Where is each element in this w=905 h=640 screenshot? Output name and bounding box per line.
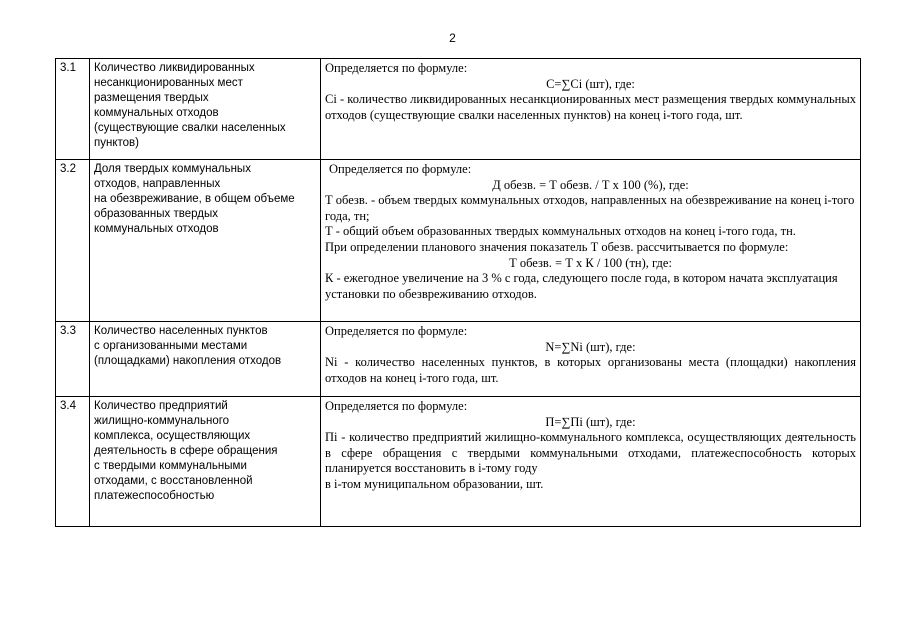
table-row	[56, 322, 861, 397]
name-line: образованных твердых	[94, 208, 218, 220]
name-line: несанкционированных мест	[94, 77, 243, 89]
table-row	[56, 160, 861, 322]
indicator-method	[321, 59, 861, 160]
name-line: размещения твердых	[94, 92, 209, 104]
row-number: 3.1	[56, 59, 90, 160]
name-line: коммунальных отходов	[94, 223, 219, 235]
method-intro: Определяется по формуле:	[325, 61, 468, 75]
name-line: с организованными местами	[94, 340, 248, 352]
name-line: коммунальных отходов	[94, 107, 219, 119]
name-line: деятельность в сфере обращения	[94, 445, 278, 457]
formula-explanation: К - ежегодное увеличение на 3 % с года, следующего после года, в котором начата эксплуатация установки по обезвреживанию отходов.	[325, 271, 838, 301]
indicator-method	[321, 160, 861, 322]
name-line: с твердыми коммунальными	[94, 460, 247, 472]
table-row	[56, 397, 861, 527]
name-line: на обезвреживание, в общем объеме	[94, 193, 295, 205]
page-number: 2	[449, 31, 456, 45]
name-line: жилищно-коммунального	[94, 415, 230, 427]
indicator-method	[321, 322, 861, 397]
table-row	[56, 59, 861, 160]
name-line: платежеспособностью	[94, 490, 215, 502]
formula-explanation: Ni - количество населенных пунктов, в которых организованы места (площадки) накопления отходов на конец i-того года, шт.	[325, 355, 856, 385]
name-line: отходами, с восстановленной	[94, 475, 253, 487]
indicator-name	[90, 397, 321, 527]
indicators-table	[55, 58, 861, 527]
row-number: 3.2	[56, 160, 90, 322]
indicator-method	[321, 397, 861, 527]
formula-explanation: Т - общий объем образованных твердых коммунальных отходов на конец i-того года, тн.	[325, 224, 796, 239]
formula: C=∑Ci (шт), где:	[546, 76, 635, 91]
name-line: комплекса, осуществляющих	[94, 430, 251, 442]
formula: П=∑Пi (шт), где:	[545, 414, 636, 429]
formula-explanation: Т обезв. - объем твердых коммунальных отходов, направленных на обезвреживание на конец i-того года, тн;	[325, 193, 855, 223]
indicator-name	[90, 59, 321, 160]
method-intro: Определяется по формуле:	[329, 162, 472, 176]
name-line: (существующие свалки населенных	[94, 122, 286, 134]
name-line: Количество ликвидированных	[94, 62, 255, 74]
name-line: отходов, направленных	[94, 178, 221, 190]
name-line: Доля твердых коммунальных	[94, 163, 251, 175]
formula-explanation: При определении планового значения показатель Т обезв. рассчитывается по формуле:	[325, 239, 789, 254]
name-line: пунктов)	[94, 137, 139, 149]
indicator-name	[90, 322, 321, 397]
method-intro: Определяется по формуле:	[325, 399, 468, 413]
formula-explanation: Ci - количество ликвидированных несанкционированных мест размещения твердых коммунальных отходов (существующие свалки населенных пунктов) на конец i-того года, шт.	[325, 92, 856, 122]
formula: N=∑Ni (шт), где:	[545, 339, 636, 354]
row-number: 3.4	[56, 397, 90, 527]
formula: Д обезв. = Т обезв. / Т х 100 (%), где:	[492, 177, 689, 192]
formula-explanation: Пi - количество предприятий жилищно-коммунального комплекса, осуществляющих деятельность в сфере обращения с твердыми коммунальными отходами, платежеспособность которых планируется восстановить в i-тому году	[325, 430, 856, 476]
name-line: (площадками) накопления отходов	[94, 355, 282, 367]
name-line: Количество предприятий	[94, 400, 228, 412]
formula-explanation: в i-том муниципальном образовании, шт.	[325, 476, 544, 491]
row-number: 3.3	[56, 322, 90, 397]
formula: Т обезв. = Т х К / 100 (тн), где:	[509, 255, 672, 270]
method-intro: Определяется по формуле:	[325, 324, 468, 338]
name-line: Количество населенных пунктов	[94, 325, 268, 337]
indicator-name	[90, 160, 321, 322]
